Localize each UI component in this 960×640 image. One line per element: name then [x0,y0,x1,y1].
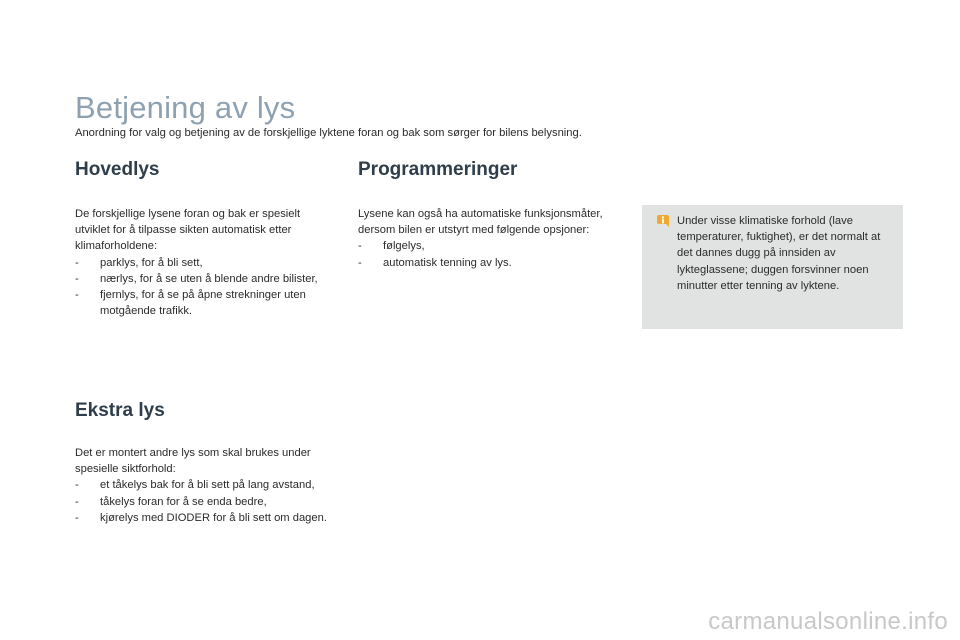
list-item: - tåkelys foran for å se enda bedre, [75,494,343,510]
page-title: Betjening av lys [75,90,296,125]
list-item: - et tåkelys bak for å bli sett på lang avstand, [75,477,343,493]
programmeringer-list [358,238,608,270]
watermark: carmanualsonline.info [708,608,948,635]
list-item: - kjørelys med DIODER for å bli sett om dagen. [75,510,343,526]
ekstra-lys-intro: Det er montert andre lys som skal brukes under spesielle siktforhold: [75,447,311,476]
section-hovedlys [75,206,337,319]
page-subtitle: Anordning for valg og betjening av de forskjellige lyktene foran og bak som sørger for bilens belysning. [75,127,582,139]
section-programmeringer [358,206,608,271]
list-item: - fjernlys, for å se på åpne strekninger uten motgående trafikk. [75,287,337,319]
hovedlys-list [75,255,337,320]
list-item: - nærlys, for å se uten å blende andre bilister, [75,271,337,287]
programmeringer-intro: Lysene kan også ha automatiske funksjonsmåter, dersom bilen er utstyrt med følgende opsjoner: [358,208,603,237]
hovedlys-intro: De forskjellige lysene foran og bak er spesielt utviklet for å tilpasse sikten automatisk etter klimaforholdene: [75,208,301,253]
ekstra-lys-list [75,477,343,526]
heading-hovedlys: Hovedlys [75,159,160,180]
heading-programmeringer: Programmeringer [358,159,518,180]
heading-ekstra-lys: Ekstra lys [75,400,165,421]
section-ekstra-lys [75,445,343,526]
list-item: - automatisk tenning av lys. [358,255,608,271]
list-item: - parklys, for å bli sett, [75,255,337,271]
info-icon [656,214,670,228]
info-note [642,205,903,329]
list-item: - følgelys, [358,238,608,254]
info-note-text: Under visse klimatiske forhold (lave temperaturer, fuktighet), er det normalt at det dannes dugg på innsiden av lykteglassene; duggen forsvinner noen minutter etter tenning av lyktene. [677,215,881,292]
